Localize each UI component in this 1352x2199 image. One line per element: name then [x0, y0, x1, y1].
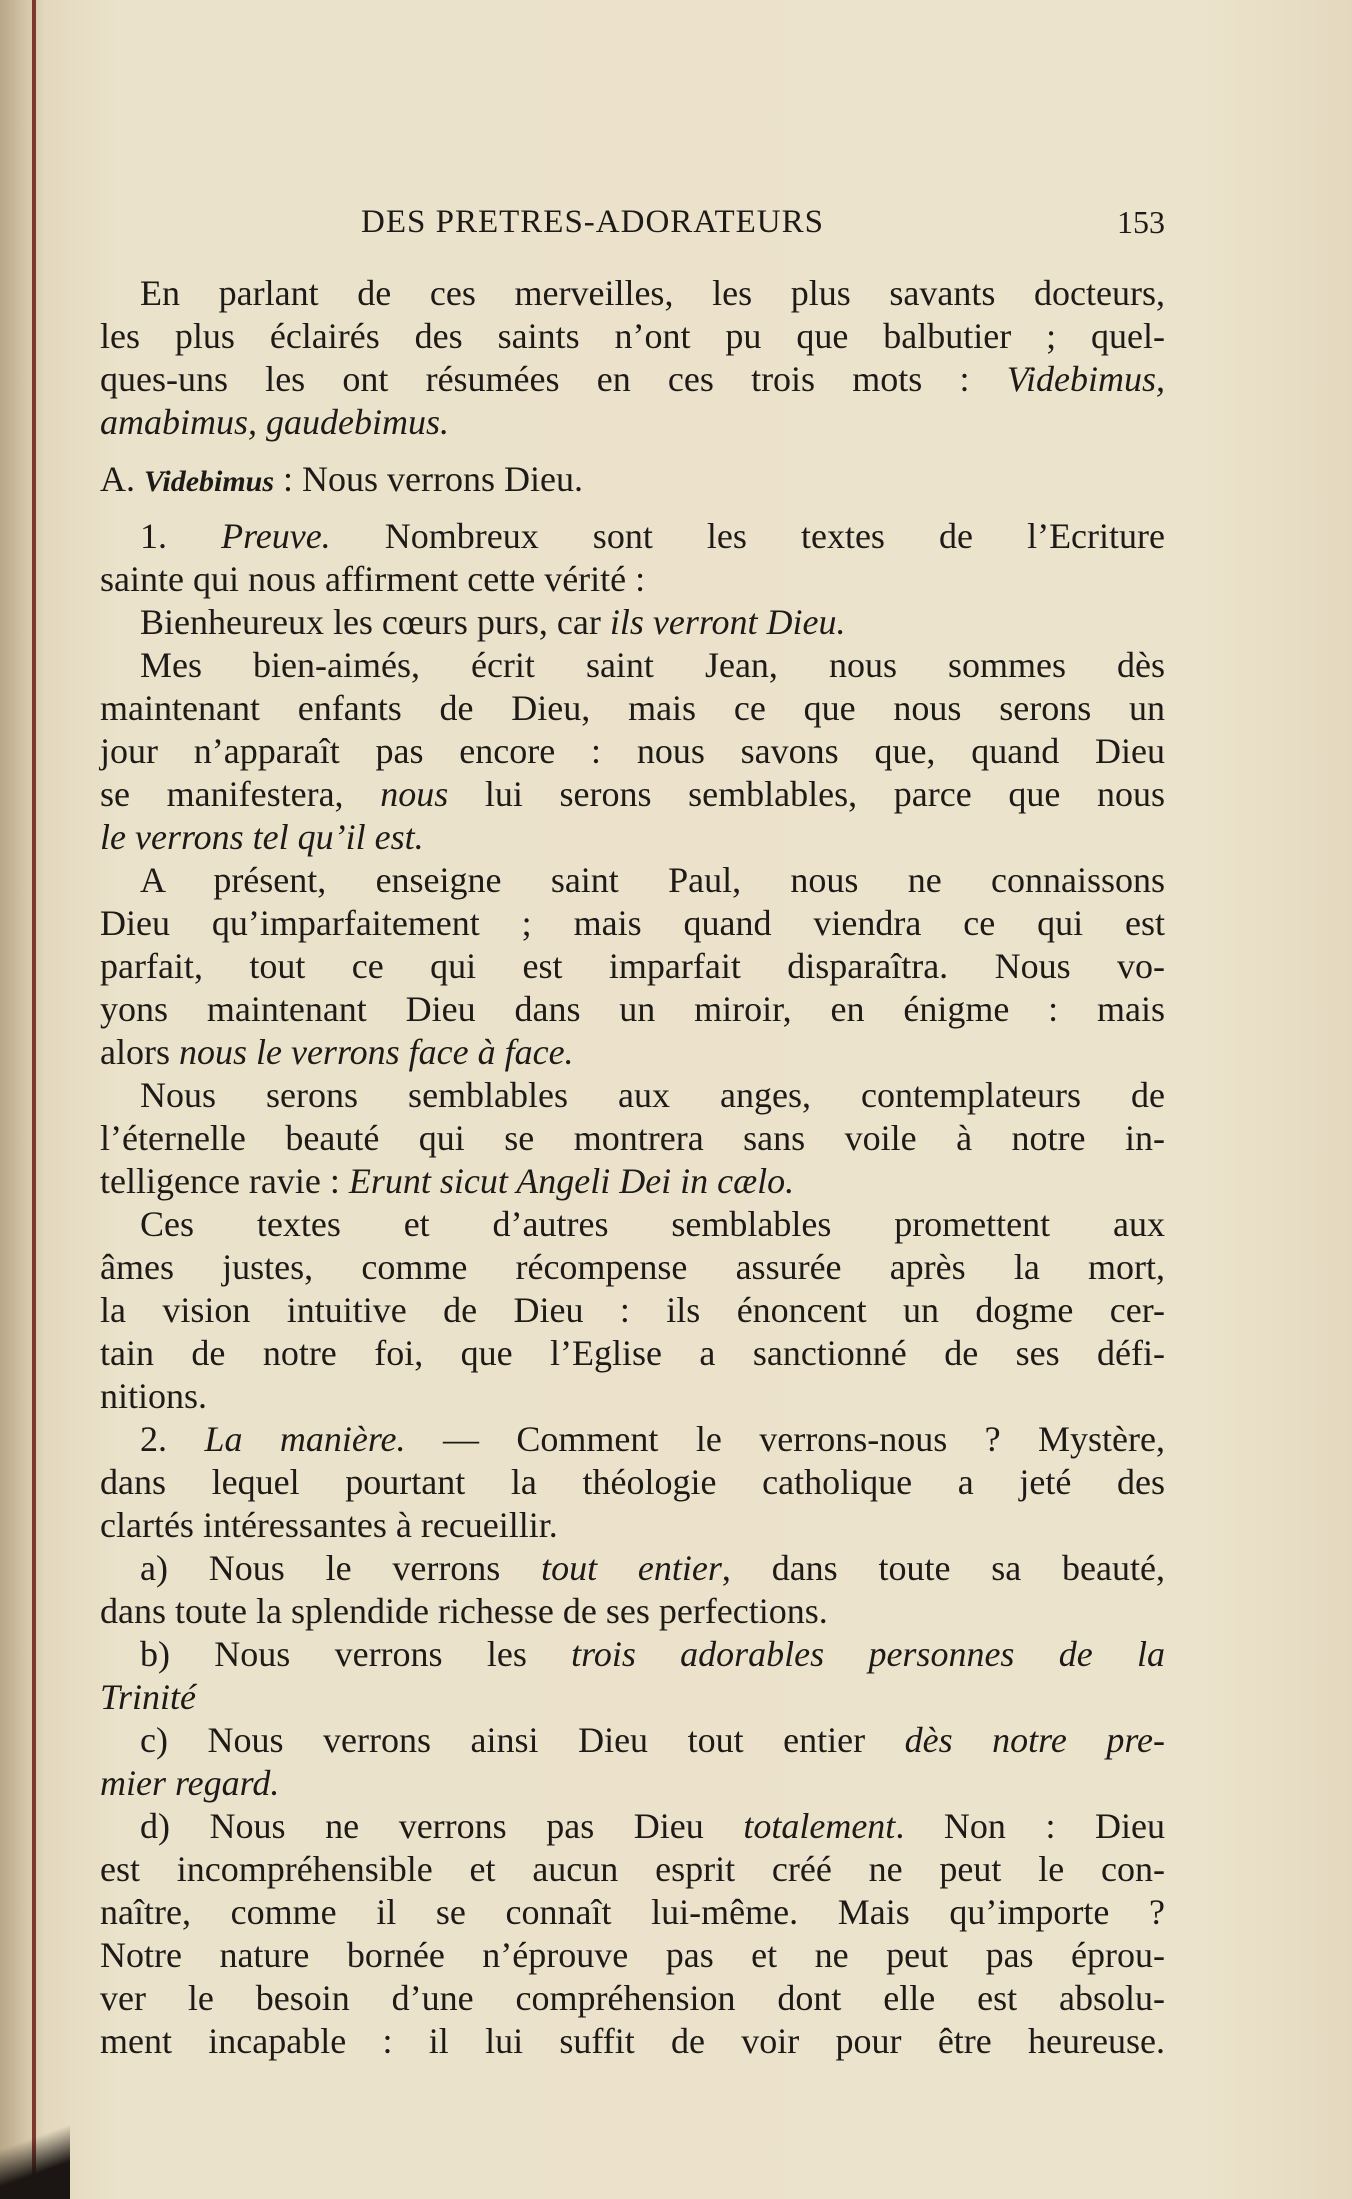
text-line: le verrons tel qu’il est. — [100, 817, 424, 857]
text-line: 2. La manière. — Comment le verrons-nous ? Mystère, — [140, 1419, 1166, 1459]
text-line: b) Nous verrons les trois adorables personnes de la — [140, 1634, 1166, 1674]
text-line: dans lequel pourtant la théologie catholique a jeté des — [100, 1462, 1165, 1502]
text-line: amabimus, gaudebimus. — [100, 402, 449, 442]
text-line: clartés intéressantes à recueillir. — [100, 1505, 558, 1545]
text-line: jour n’apparaît pas encore : nous savons que, quand Dieu — [100, 731, 1165, 771]
text-line: ques-uns les ont résumées en ces trois mots : Videbimus, — [100, 359, 1165, 399]
text-line: alors nous le verrons face à face. — [100, 1032, 574, 1072]
text-line: âmes justes, comme récompense assurée après la mort, — [100, 1247, 1165, 1287]
text-line: Ces textes et d’autres semblables promettent aux — [140, 1204, 1165, 1244]
text-line: En parlant de ces merveilles, les plus savants docteurs, — [140, 273, 1165, 313]
text-line: Mes bien-aimés, écrit saint Jean, nous sommes dès — [140, 645, 1165, 685]
text-line: mier regard. — [100, 1763, 280, 1803]
text-line: dans toute la splendide richesse de ses perfections. — [100, 1591, 828, 1631]
text-line: se manifestera, nous lui serons semblables, parce que nous — [100, 774, 1165, 814]
text-line: naître, comme il se connaît lui-même. Mais qu’importe ? — [100, 1892, 1165, 1932]
text-line: Bienheureux les cœurs purs, car ils verront Dieu. — [140, 602, 846, 642]
binding-edge — [32, 0, 36, 2199]
text-line: ver le besoin d’une compréhension dont elle est absolu- — [100, 1978, 1165, 2018]
text-line: Nous serons semblables aux anges, contemplateurs de — [140, 1075, 1165, 1115]
text-line: c) Nous verrons ainsi Dieu tout entier dès notre pre- — [140, 1720, 1165, 1760]
text-line: A. Videbimus : Nous verrons Dieu. — [100, 459, 583, 499]
text-line: Dieu qu’imparfaitement ; mais quand viendra ce qui est — [100, 903, 1165, 943]
text-line: parfait, tout ce qui est imparfait disparaîtra. Nous vo- — [100, 946, 1165, 986]
binding-shadow — [0, 0, 46, 2199]
text-line: d) Nous ne verrons pas Dieu totalement. Non : Dieu — [140, 1806, 1166, 1846]
text-line: nitions. — [100, 1376, 208, 1416]
text-line: A présent, enseigne saint Paul, nous ne connaissons — [140, 860, 1165, 900]
text-line: Notre nature bornée n’éprouve pas et ne peut pas éprou- — [100, 1935, 1165, 1975]
text-line: 1. Preuve. Nombreux sont les textes de l’Ecriture — [140, 516, 1165, 556]
text-line: telligence ravie : Erunt sicut Angeli Dei in cælo. — [100, 1161, 795, 1201]
page-number: 153 — [1117, 204, 1165, 240]
body-text — [100, 272, 1165, 2063]
text-line: les plus éclairés des saints n’ont pu que balbutier ; quel- — [100, 316, 1165, 356]
text-line: est incompréhensible et aucun esprit créé ne peut le con- — [100, 1849, 1165, 1889]
text-line: la vision intuitive de Dieu : ils énoncent un dogme cer- — [100, 1290, 1165, 1330]
text-line: l’éternelle beauté qui se montrera sans voile à notre in- — [100, 1118, 1165, 1158]
text-line: tain de notre foi, que l’Eglise a sanctionné de ses défi- — [100, 1333, 1165, 1373]
page-header — [100, 202, 1165, 244]
text-line: sainte qui nous affirment cette vérité : — [100, 559, 646, 599]
text-line: yons maintenant Dieu dans un miroir, en énigme : mais — [100, 989, 1165, 1029]
running-title: DES PRETRES-ADORATEURS — [361, 204, 824, 240]
page-corner-shadow — [0, 2100, 70, 2199]
text-line: Trinité — [100, 1677, 197, 1717]
text-line: a) Nous le verrons tout entier, dans toute sa beauté, — [140, 1548, 1165, 1588]
text-line: ment incapable : il lui suffit de voir pour être heureuse. — [100, 2021, 1165, 2061]
text-line: maintenant enfants de Dieu, mais ce que nous serons un — [100, 688, 1165, 728]
